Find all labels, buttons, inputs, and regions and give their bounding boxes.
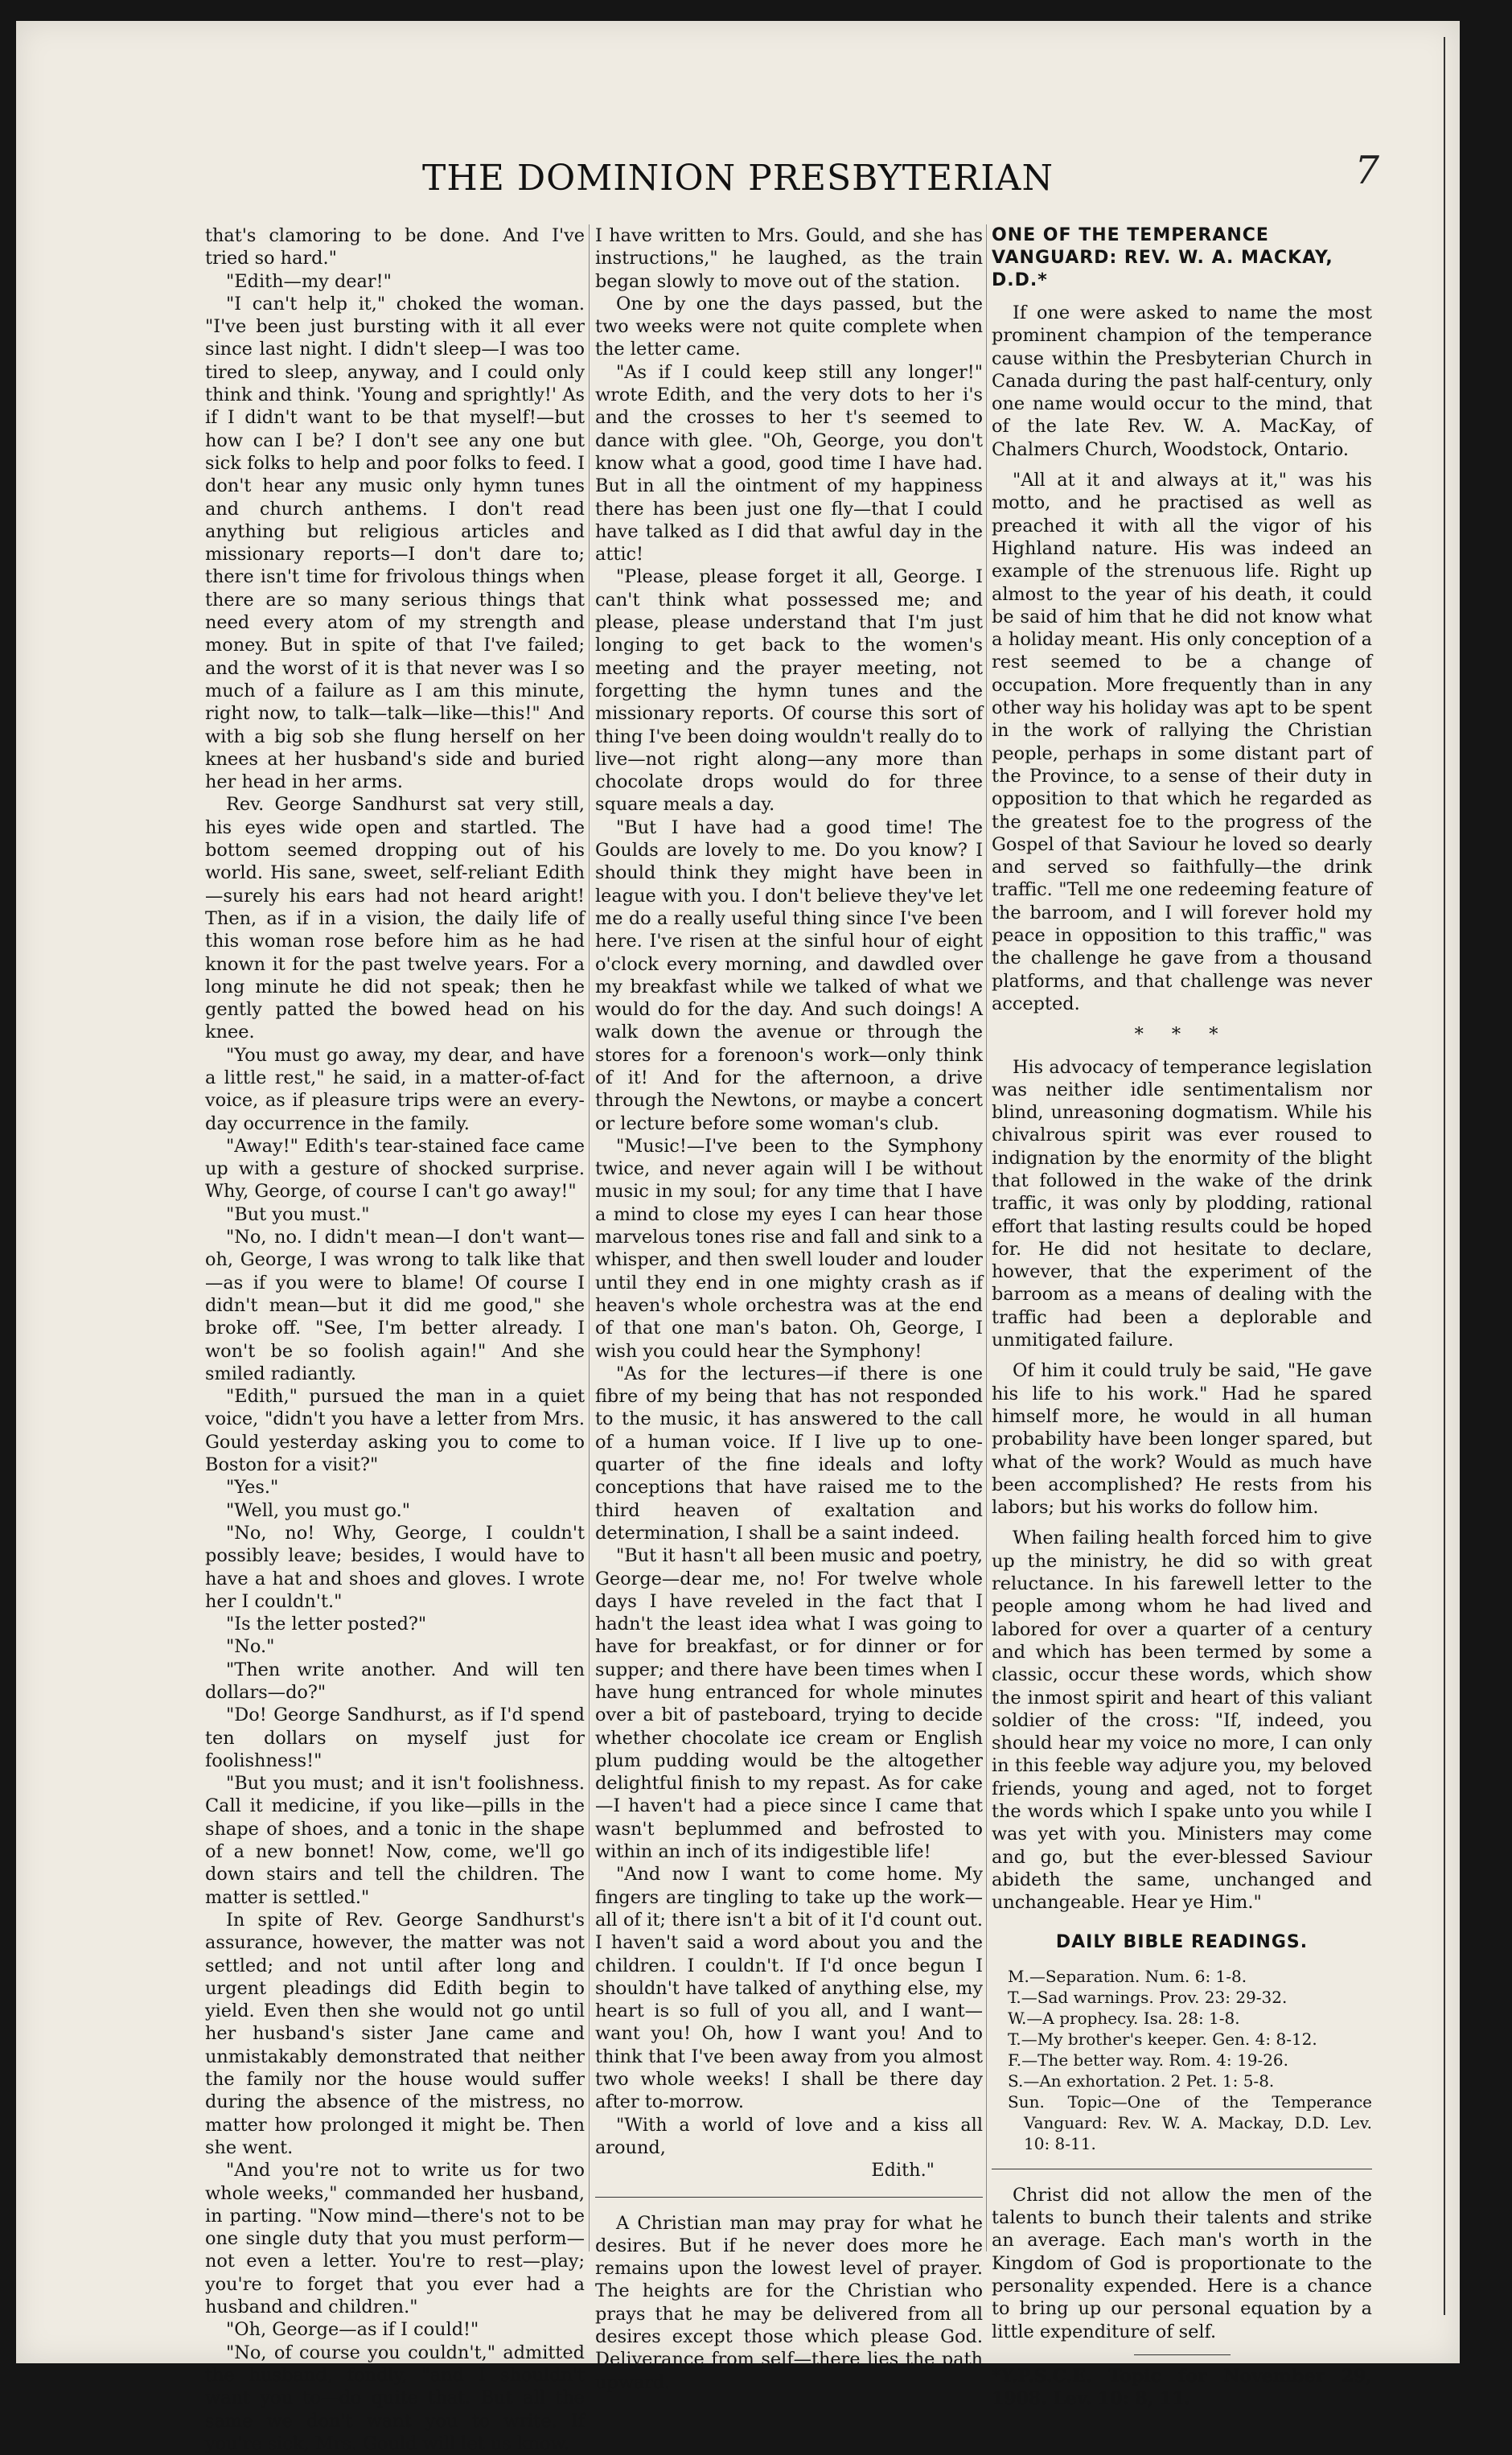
paragraph: "As if I could keep still any longer!" wrote Edith, and the very dots to her i's and the crosses to her t's seemed to dance with glee. "Oh, George, you don't know what a good, good time I have had. But in all the ointment of my happiness there has been just one fly—that I could have talked as I did that awful day in the attic!: [595, 361, 983, 565]
page-edge-rule: [1444, 37, 1445, 2315]
paragraph: Christ did not allow the men of the talents to bunch their talents and strike an average. Each man's worth in the Kingdom of God is proportionate to the personality expended. Here is a chance to bring up our personal equation by a little expenditure of self.: [992, 2184, 1372, 2342]
paragraph: "Oh, George—as if I could!": [226, 2319, 479, 2341]
column-divider: [986, 224, 987, 2251]
paragraph: "No, no. I didn't mean—I don't want—oh, George, I was wrong to talk like that—as if you were to blame! Of course I didn't mean—but it did me good," she broke off. "See, I'm better already. I won't be so foolish again!" And she smiled radiantly.: [205, 1227, 585, 1384]
column-divider: [589, 224, 590, 2251]
section-divider: [595, 2197, 983, 2198]
paragraph: One by one the days passed, but the two weeks were not quite complete when the letter came.: [595, 293, 983, 360]
paragraph: "Edith—my dear!": [226, 270, 392, 292]
paragraph: A Christian man may pray for what he desires. But if he never does more he remains upon the lowest level of prayer. The heights are for the Christian who prays that he may be delivered from all desires except those which please God. Deliverance from self—there lies the path upward.: [595, 2212, 983, 2393]
footnote: *Y.P.S.C.E. Topic for November 29, 1908. Lev. 10: 8, 11.: [992, 2365, 1372, 2410]
reading-item: M.—Separation. Num. 6: 1-8.: [1008, 1966, 1247, 1986]
article-title: ONE OF THE TEMPERANCE VANGUARD: REV. W. A. MACKAY, D.D.*: [992, 225, 1333, 290]
paragraph: "Music!—I've been to the Symphony twice, and never again will I be without music in my soul; for any time that I have a mind to close my eyes I can hear those marvelous tones rise and fall and sink to a whisper, and then swell louder and louder until they end in one mighty crash as if heaven's whole orchestra was at the end of that one man's baton. Oh, George, I wish you could hear the Symphony!: [595, 1135, 983, 1362]
paragraph: If one were asked to name the most prominent champion of the temperance cause within the Presbyterian Church in Canada during the past half-century, only one name would occur to the mind, that of the late Rev. W. A. MacKay, of Chalmers Church, Woodstock, Ontario.: [992, 302, 1372, 460]
paragraph: In spite of Rev. George Sandhurst's assurance, however, the matter was not settled; and not until after long and urgent pleadings did Edith begin to yield. Even then she would not go until her husband's sister Jane came and unmistakably demonstrated that neither the family nor the house would suffer during the absence of the mistress, no matter how prolonged it might be. Then she went.: [205, 1909, 585, 2158]
paragraph: "But I have had a good time! The Goulds are lovely to me. Do you know? I should think they might have been in league with you. I don't believe they've let me do a really useful thing since I've been here. I've risen at the sinful hour of eight o'clock every morning, and dawdled over my breakfast while we talked of what we would do for the day. And such doings! A walk down the avenue or through the stores for a forenoon's work—only think of it! And for the afternoon, a drive through the Newtons, or maybe a concert or lecture before some woman's club.: [595, 816, 983, 1134]
paragraph: "Please, please forget it all, George. I can't think what possessed me; and please, please understand that I'm just longing to get back to the women's meeting and the prayer meeting, not forgetting the hymn tunes and the missionary reports. Of course this sort of thing I've been doing wouldn't really do to live—not right along—any more than chocolate drops would do for three square meals a day.: [595, 566, 983, 816]
reading-item: T.—Sad warnings. Prov. 23: 29-32.: [1008, 1987, 1288, 2007]
paragraph: "Do! George Sandhurst, as if I'd spend ten dollars on myself just for foolishness!": [205, 1705, 585, 1771]
paragraph: "And now I want to come home. My fingers are tingling to take up the work—all of it; there isn't a bit of it I'd count out. I haven't said a word about you and the children. I couldn't. If I'd once begun I shouldn't have talked of anything else, my heart is so full of you all, and I want—want you! Oh, how I want you! And to think that I've been away from you almost two whole weeks! I shall be there day after to-morrow.: [595, 1864, 983, 2113]
readings-list: [992, 1966, 1372, 2154]
section-break-stars: * * *: [1134, 1024, 1230, 1046]
paragraph: "No, no! Why, George, I couldn't possibly leave; besides, I would have to have a hat and shoes and gloves. I wrote her I couldn't.": [205, 1522, 585, 1612]
column-letter: [595, 224, 983, 2393]
reading-item: W.—A prophecy. Isa. 28: 1-8.: [1008, 2008, 1240, 2028]
paragraph: "As for the lectures—if there is one fibre of my being that has not responded to the music, it has answered to the call of a human voice. If I live up to one-quarter of the fine ideals and lofty conceptions that have raised me to the third heaven of exaltation and determination, I shall be a saint indeed.: [595, 1363, 983, 1544]
paragraph: that's clamoring to be done. And I've tried so hard.": [205, 225, 585, 269]
paragraph: "And you're not to write us for two whole weeks," commanded her husband, in parting. "Now mind—there's not to be one single duty that you must perform—not even a letter. You're to rest—play; you're to forget that you ever had a husband and children.": [205, 2160, 585, 2318]
paragraph: "All at it and always at it," was his motto, and he practised as well as preached it with all the vigor of his Highland nature. His was indeed an example of the strenuous life. Right up almost to the year of his death, it could be said of him that he did not know what a holiday meant. His only conception of a rest seemed to be a change of occupation. More frequently than in any other way his holiday was apt to be spent in the work of rallying the Christian people, perhaps in some distant part of the Province, to a sense of their duty in opposition to that which he regarded as the greatest foe to the progress of the Gospel of that Saviour he loved so dearly and served so faithfully—the drink traffic. "Tell me one redeeming feature of the barroom, and I will forever hold my peace in opposition to this traffic," was the challenge he gave from a thousand platforms, and that challenge was never accepted.: [992, 470, 1372, 1014]
paragraph: "Yes.": [226, 1477, 279, 1499]
reading-item: T.—My brother's keeper. Gen. 4: 8-12.: [1008, 2029, 1317, 2049]
reading-item: F.—The better way. Rom. 4: 19-26.: [1008, 2050, 1289, 2070]
paragraph: "But you must.": [226, 1203, 370, 1225]
paragraph: His advocacy of temperance legislation was neither idle sentimentalism nor blind, unreasoning dogmatism. While his chivalrous spirit was ever roused to indignation by the enormity of the blight that followed in the wake of the drink traffic, it was only by plodding, rational effort that lasting results could be hoped for. He did not hesitate to declare, however, that the experiment of the barroom as a means of dealing with the traffic had been a deplorable and unmitigated failure.: [992, 1056, 1372, 1351]
paragraph: "Is the letter posted?": [226, 1614, 427, 1635]
paragraph: "You must go away, my dear, and have a little rest," he said, in a matter-of-fact voice, as if pleasure trips were an every-day occurrence in the family.: [205, 1044, 585, 1134]
readings-title: DAILY BIBLE READINGS.: [1055, 1932, 1309, 1953]
paragraph: Rev. George Sandhurst sat very still, his eyes wide open and startled. The bottom seemed dropping out of his world. His sane, sweet, self-reliant Edith—surely his ears had not heard aright! Then, as if in a vision, the daily life of this woman rose before him as he had known it for the past twelve years. For a long minute he did not speak; then he gently patted the bowed head on his knee.: [205, 794, 585, 1043]
paragraph: "But you must; and it isn't foolishness. Call it medicine, if you like—pills in the shape of shoes, and a tonic in the shape of a new bonnet! Now, come, we'll go down stairs and tell the children. The matter is settled.": [205, 1773, 585, 1908]
paragraph: Of him it could truly be said, "He gave his life to his work." Had he spared himself more, he would in all human probability have been longer spared, but what of the work? Would as much have been accomplished? He rests from his labors; but his works do follow him.: [992, 1360, 1372, 1519]
column-temperance-article: [992, 224, 1372, 2410]
paragraph: "I can't help it," choked the woman. "I've been just bursting with it all ever since last night. I didn't sleep—I was too tired to sleep, anyway, and I could only think and think. 'Young and sprightly!' As if I didn't want to be that myself!—but how can I be? I don't see any one but sick folks to help and poor folks to feed. I don't hear any music only hymn tunes and church anthems. I don't read anything but religious articles and missionary reports—I don't dare to; there isn't time for frivolous things when there are so many serious things that need every atom of my strength and money. But in spite of that I've failed; and the worst of it is that never was I so much of a failure as I am this minute, right now, to talk—talk—like—this!" And with a big sob she flung herself on her knees at her husband's side and buried her head in her arms.: [205, 293, 585, 793]
section-divider: [1134, 2354, 1231, 2355]
reading-item: S.—An exhortation. 2 Pet. 1: 5-8.: [1008, 2071, 1275, 2091]
paragraph: "Then write another. And will ten dollars—do?": [205, 1659, 585, 1703]
paragraph: "Edith," pursued the man in a quiet voice, "didn't you have a letter from Mrs. Gould yesterday asking you to come to Boston for a visit?": [205, 1386, 585, 1476]
paragraph: "Away!" Edith's tear-stained face came up with a gesture of shocked surprise. Why, George, of course I can't go away!": [205, 1135, 585, 1203]
paragraph: I have written to Mrs. Gould, and she has instructions," he laughed, as the train began slowly to move out of the station.: [595, 225, 983, 292]
paragraph: "No.": [226, 1636, 275, 1658]
column-story-continued: [205, 224, 585, 2454]
paragraph: "No, of course you couldn't," admitted the husband, fondly, "and I shouldn't want you to—do quite that. But all the same we don't want you to write. If you're sick, Mrs. Gould will let us know.: [205, 2342, 585, 2454]
page-number: 7: [1354, 148, 1379, 193]
paragraph: When failing health forced him to give up the ministry, he did so with great reluctance. In his farewell letter to the people among whom he had lived and labored for over a quarter of a century and which has been termed by some a classic, occur these words, which show the inmost spirit and heart of this valiant soldier of the cross: "If, indeed, you should hear my voice no more, I can only in this feeble way adjure you, my beloved friends, young and aged, not to forget the words which I spake unto you while I was yet with you. Ministers may come and go, but the ever-blessed Saviour abideth the same, unchanged and unchangeable. Hear ye Him.": [992, 1528, 1372, 1914]
paragraph: "Well, you must go.": [226, 1499, 411, 1521]
letter-signature: Edith.": [871, 2160, 935, 2182]
masthead-title: THE DOMINION PRESBYTERIAN: [422, 158, 1054, 199]
paragraph: "With a world of love and a kiss all around,: [595, 2114, 983, 2158]
newspaper-page: [16, 21, 1460, 2454]
reading-item: Sun. Topic—One of the Temperance Vanguard: Rev. W. A. Mackay, D.D. Lev. 10: 8-11.: [1008, 2091, 1372, 2153]
paragraph: "But it hasn't all been music and poetry, George—dear me, no! For twelve whole days I have reveled in the fact that I hadn't the least idea what I was going to have for breakfast, or for dinner or for supper; and there have been times when I have hung entranced for whole minutes over a bit of pasteboard, trying to decide whether chocolate ice cream or English plum pudding would be the altogether delightful finish to my repast. As for cake—I haven't had a piece since I came that wasn't beplummed and befrosted to within an inch of its indigestible life!: [595, 1545, 983, 1863]
